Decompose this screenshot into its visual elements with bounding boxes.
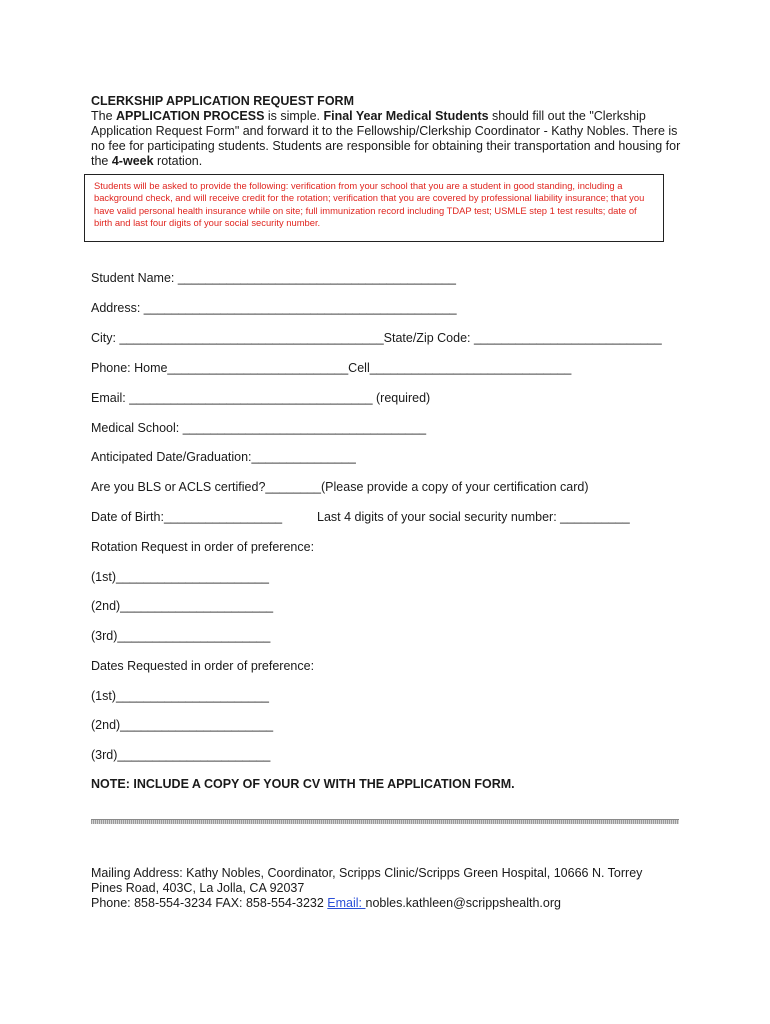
phone-fax-text: Phone: 858-554-3234 FAX: 858-554-3232 [91, 896, 328, 910]
intro-bold-application-process: APPLICATION PROCESS [116, 109, 265, 123]
date-choice-3[interactable]: (3rd)______________________ [91, 748, 271, 762]
mailing-block [91, 866, 671, 911]
intro-text-2: is simple. [264, 109, 324, 123]
intro-bold-4-week: 4-week [111, 154, 154, 168]
mailing-address: Mailing Address: Kathy Nobles, Coordinator, Scripps Clinic/Scripps Green Hospital, 10666 N. Torrey Pines Road, 403C, La Jolla, CA 92037 [91, 866, 643, 895]
rotation-choice-3[interactable]: (3rd)______________________ [91, 629, 271, 643]
ssn-last4-field[interactable]: Last 4 digits of your social security number: __________ [317, 510, 630, 524]
cv-note: NOTE: INCLUDE A COPY OF YOUR CV WITH THE APPLICATION FORM. [91, 777, 515, 791]
intro-bold-final-year: Final Year Medical Students [323, 109, 489, 123]
intro-text-1: The [91, 109, 117, 123]
section-divider [91, 819, 679, 824]
medical-school-field[interactable]: Medical School: ___________________________________ [91, 421, 427, 435]
intro-text-4: rotation. [153, 154, 203, 168]
date-of-birth-field[interactable]: Date of Birth:_________________ [91, 510, 283, 524]
date-choice-1[interactable]: (1st)______________________ [91, 689, 269, 703]
phone-field[interactable]: Phone: Home__________________________Cell_____________________________ [91, 361, 572, 375]
dates-requested-heading: Dates Requested in order of preference: [91, 659, 315, 673]
rotation-choice-2[interactable]: (2nd)______________________ [91, 599, 274, 613]
student-name-field[interactable]: Student Name: ________________________________________ [91, 271, 456, 285]
date-choice-2[interactable]: (2nd)______________________ [91, 718, 274, 732]
bls-acls-field[interactable]: Are you BLS or ACLS certified?________(Please provide a copy of your certification card) [91, 480, 589, 494]
rotation-request-heading: Rotation Request in order of preference: [91, 540, 315, 554]
intro-paragraph [91, 109, 691, 169]
address-field[interactable]: Address: _____________________________________________ [91, 301, 457, 315]
graduation-date-field[interactable]: Anticipated Date/Graduation:_______________ [91, 450, 356, 464]
intro-text-3: should fill out the "Clerkship Application Request Form" and forward it to the Fellowship/Clerkship Coordinator - Kathy Nobles. There is no fee for participating students. Students are responsible for obtaining their transportation and housing for the [91, 109, 681, 168]
city-state-zip-field[interactable]: City: ______________________________________State/Zip Code: ___________________________ [91, 331, 662, 345]
email-address: nobles.kathleen@scrippshealth.org [365, 896, 561, 910]
email-link[interactable]: Email: [327, 896, 366, 910]
requirements-notice: Students will be asked to provide the following: verification from your school that you are a student in good standing, including a background check, and will receive credit for the rotation; verification that you are covered by professional liability insurance; that you have valid personal health insurance while on site; full immunization record including TDAP test; USMLE step 1 test results; date of birth and last four digits of your social security number. [84, 174, 664, 242]
email-field[interactable]: Email: ___________________________________ (required) [91, 391, 431, 405]
rotation-choice-1[interactable]: (1st)______________________ [91, 570, 269, 584]
form-title: CLERKSHIP APPLICATION REQUEST FORM [91, 94, 354, 108]
contact-line [91, 896, 671, 911]
